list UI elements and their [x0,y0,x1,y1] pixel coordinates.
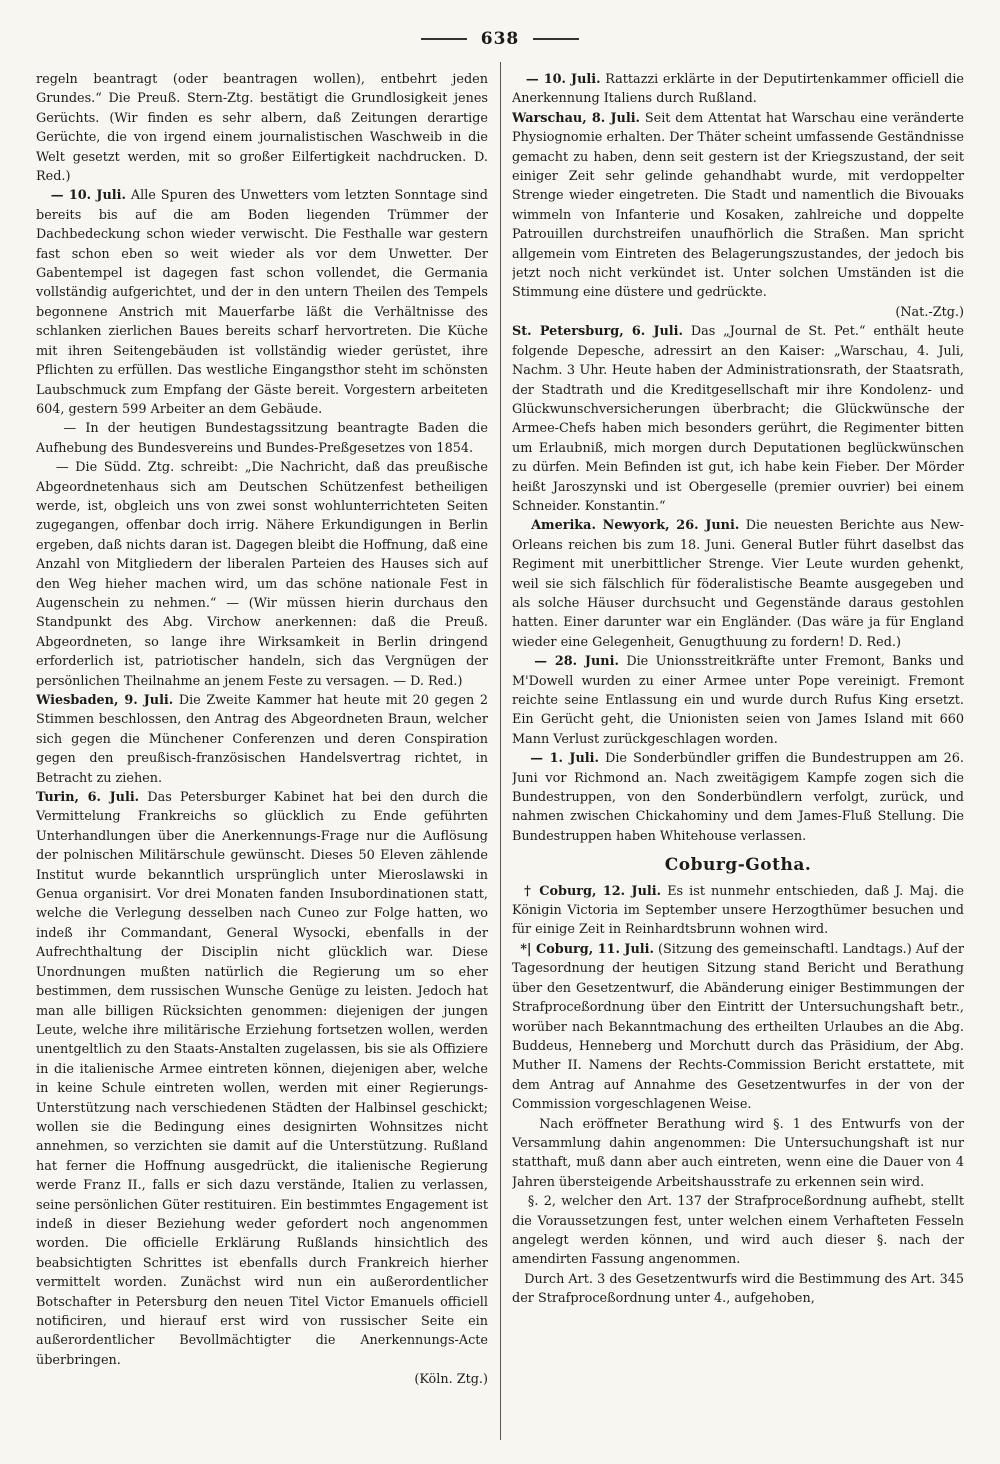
article-paragraph: Amerika. Newyork, 26. Juni. Die neuesten Berichte aus New-Orleans reichen bis zum 18. Juni. General Butler führt daselbst das Regiment mit unerbittlicher Strenge. Vier Leute wurden gehenkt, weil sie sich fälschlich für föderalistische Beamte ausgegeben und als solche Häuser durchsucht und Gegenstände daraus gestohlen hatten. Einer darunter war ein Engländer. (Das wäre ja für England wieder eine Gelegenheit, Genugthuung zu fordern! D. Red.) [512,518,964,650]
article-paragraph: Warschau, 8. Juli. Seit dem Attentat hat Warschau eine veränderte Physiognomie erhalten. Der Thäter scheint umfassende Geständnisse gemacht zu haben, denn seit gestern ist der Kriegszustand, der seit einiger Zeit sehr gelinde gehandhabt wurde, mit verdoppelter Strenge wieder eingetreten. Die Stadt und namentlich die Bivouaks wimmeln von Infanterie und Kosaken, zahlreiche und doppelte Patrouillen durchstreifen unaufhörlich die Straßen. Man spricht allgemein vom Eintreten des Belagerungszustandes, der jedoch bis jetzt noch nicht verkündet ist. Unter solchen Umständen ist die Stimmung eine düstere und gedrückte. (Nat.-Ztg.) [512,109,964,322]
page-number: 638 [480,29,520,49]
dateline: Warschau, 8. Juli. [512,110,641,126]
section-title: Coburg-Gotha. [664,855,812,876]
left-column [36,70,488,1444]
article-paragraph: — 28. Juni. Die Unionsstreitkräfte unter Fremont, Banks und M'Dowell wurden zu einer Armee unter Pope vereinigt. Fremont reichte seine Entlassung ein und wurde durch Rufus King ersetzt. Ein Gerücht geht, die Unionisten seien von James Island mit 660 Mann Verlust zurückgeschlagen worden. [512,654,964,747]
header-rule-left [421,38,467,40]
dateline: † Coburg, 12. Juli. [524,883,662,899]
article-paragraph: — Die Südd. Ztg. schreibt: „Die Nachricht, daß das preußische Abgeordnetenhaus sich am Deutschen Schützenfest betheiligen werde, ist, obgleich uns von zwei sonst wohlunterrichteten Seiten zugegangen, offenbar doch irrig. Nähere Erkundigungen in Berlin ergeben, daß nichts daran ist. Dagegen bleibt die Hoffnung, daß eine Anzahl von Mitgliedern der liberalen Parteien des Hauses sich auf den Weg hieher machen wird, um das schöne nationale Fest in Augenschein zu nehmen.“ — (Wir müssen hierin durchaus den Standpunkt des Abg. Virchow anerkennen: daß die Preuß. Abgeordneten, so lange ihre Wirksamkeit in Berlin dringend erforderlich ist, patriotischer handeln, sich das Vergnügen der persönlichen Theilnahme an jenem Feste zu versagen. — D. Red.) [36,460,488,689]
article-paragraph: — 10. Juli. Alle Spuren des Unwetters vom letzten Sonntage sind bereits bis auf die am Boden liegenden Trümmer der Dachbedeckung schon wieder verwischt. Die Festhalle war gestern fast schon eben so weit wieder als vor dem Unwetter. Der Gabentempel ist dagegen fast schon vollendet, die Germania vollständig aufgerichtet, und der in den untern Theilen des Tempels begonnene Anstrich mit Mauerfarbe läßt die Verhältnisse des schlanken zierlichen Baues bereits scharf hervortreten. Die Küche mit ihren Seitengebäuden ist vollständig wieder gerüstet, ihre Pflichten zu erfüllen. Das westliche Eingangsthor steht im schönsten Laubschmuck zum Empfang der Gäste bereit. Vorgestern arbeiteten 604, gestern 599 Arbeiter an dem Gebäude. [36,188,488,417]
dateline: Wiesbaden, 9. Juli. [36,693,174,708]
article-paragraph: — 10. Juli. Rattazzi erklärte in der Deputirtenkammer officiell die Anerkennung Italiens durch Rußland. [512,72,964,107]
dateline: — 28. Juni. [534,654,619,670]
article-paragraph: regeln beantragt (oder beantragen wollen), entbehrt jeden Grundes.“ Die Preuß. Stern-Ztg. bestätigt die Grundlosigkeit jenes Gerüchts. (Wir finden es sehr albern, daß Zeitungen derartige Gerüchte, die von irgend einem journalistischen Waschweib in die Welt gesetzt werden, mit so großer Eilfertigkeit nachdrucken. D. Red.) [36,72,488,185]
dateline: *| Coburg, 11. Juli. [520,941,654,957]
column-divider [500,62,501,1440]
source-credit: (Nat.-Ztg.) [895,304,964,320]
article-paragraph: §. 2, welcher den Art. 137 der Strafproceßordnung aufhebt, stellt die Voraussetzungen fest, unter welchen einem Verhafteten Fesseln angelegt werden können, und wird auch dieser §. nach der amendirten Fassung angenommen. [512,1194,964,1268]
header-rule-right [533,38,579,40]
dateline: — 1. Juli. [530,751,599,767]
article-paragraph: Nach eröffneter Berathung wird §. 1 des Entwurfs von der Versammlung dahin angenommen: Die Untersuchungshaft ist nur statthaft, muß dann aber auch eintreten, wenn eine die Dauer von 4 Jahren übersteigende Arbeitshausstrafe zu erkennen sein wird. [512,1116,964,1190]
source-credit: (Köln. Ztg.) [414,1372,488,1388]
dateline: St. Petersburg, 6. Juli. [512,324,683,340]
article-paragraph: — In der heutigen Bundestagssitzung beantragte Baden die Aufhebung des Bundesvereins und Bundes-Preßgesetzes von 1854. [36,421,488,456]
article-paragraph: Turin, 6. Juli. Das Petersburger Kabinet hat bei den durch die Vermittelung Frankreichs so glücklich zu Ende geführten Unterhandlungen über die Anerkennungs-Frage nur die Auflösung der polnischen Militärschule gewünscht. Dieses 50 Eleven zählende Institut wurde bekanntlich ursprünglich unter Mieroslawski in Genua organisirt. Vor drei Monaten fanden Insubordinationen statt, welche die Verlegung desselben nach Cuneo zur Folge hatten, wo indeß ihr Commandant, General Wysocki, ebenfalls in der Aufrechthaltung der Disciplin nicht glücklich war. Diese Unordnungen mußten natürlich die Regierung um so eher bestimmen, dem russischen Wunsche Genüge zu leisten. Jedoch hat man alle billigen Rücksichten genommen: diejenigen der jungen Leute, welche ihre militärische Erziehung fortsetzen wollen, werden unentgeltlich zu den Staats-Anstalten zugelassen, bis sie als Offiziere in die italienische Armee eintreten können, diejenigen aber, welche in keine Schule eintreten wollen, werden mit einer Regierungs-Unterstützung nach verschiedenen Städten der Halbinsel geschickt; wollen sie die Bedingung eines designirten Wohnsitzes nicht annehmen, so verzichten sie damit auf die Unterstützung. Rußland hat ferner die Hoffnung ausgedrückt, die italienische Regierung werde Franz II., falls er sich dazu verstände, Italien zu verlassen, seine persönlichen Güter restituiren. Ein bestimmtes Engagement ist indeß in dieser Beziehung weder gefordert noch angenommen worden. Die officielle Erklärung Rußlands hinsichtlich des beabsichtigten Schrittes ist ebenfalls durch Frankreich hierher vermittelt worden. Zunächst wird nun ein außerordentlicher Botschafter in Petersburg den neuen Titel Victor Emanuels officiell notificiren, und hierauf erst wird von russischer Seite ein außerordentlicher Bevollmächtigter die Anerkennungs-Acte überbringen. (Köln. Ztg.) [36,788,488,1390]
article-paragraph: — 1. Juli. Die Sonderbündler griffen die Bundestruppen am 26. Juni vor Richmond an. Nach zweitägigem Kampfe zogen sich die Bundestruppen, von den Sonderbündlern verfolgt, zurück, und nahmen zwischen Chickahominy und dem James-Fluß Stellung. Die Bundestruppen haben Whitehouse verlassen. [512,751,964,844]
article-paragraph: Wiesbaden, 9. Juli. Die Zweite Kammer hat heute mit 20 gegen 2 Stimmen beschlossen, den Antrag des Abgeordneten Braun, welcher sich gegen die Münchener Conferenzen und deren Conspiration gegen den preußisch-französischen Handelsvertrag richtet, in Betracht zu ziehen. [36,693,488,786]
right-column [512,70,964,1444]
article-paragraph: † Coburg, 12. Juli. Es ist nunmehr entschieden, daß J. Maj. die Königin Victoria im September unsere Herzogthümer besuchen und für einige Zeit in Reinhardtsbrunn wohnen wird. [512,883,964,938]
dateline: Amerika. Newyork, 26. Juni. [531,518,740,534]
article-paragraph: *| Coburg, 11. Juli. (Sitzung des gemeinschaftl. Landtags.) Auf der Tagesordnung der heutigen Sitzung stand Bericht und Berathung über den Gesetzentwurf, die Abänderung einiger Bestimmungen der Strafproceßordnung über den Eintritt der Untersuchungshaft betr., worüber nach Bekanntmachung des ertheilten Urlaubes an die Abg. Buddeus, Henneberg und Morchutt durch das Präsidium, der Abg. Muther II. Namens der Rechts-Commission Bericht erstattete, mit dem Antrag auf Annahme des Gesetzentwurfes in der von der Commission vorgeschlagenen Weise. [512,941,964,1113]
article-paragraph: St. Petersburg, 6. Juli. Das „Journal de St. Pet.“ enthält heute folgende Depesche, adressirt an den Kaiser: „Warschau, 4. Juli, Nachm. 3 Uhr. Heute haben der Administrationsrath, der Staatsrath, der Stadtrath und die Kreditgesellschaft mir ihre Kondolenz- und Glückwunschversicherungen überbracht; die Glückwünsche der Armee-Chefs haben mich besonders gerührt, die Regimenter bitten um Erlaubniß, mich morgen durch Deputationen beglückwünschen zu dürfen. Mein Befinden ist gut, ich habe kein Fieber. Der Mörder heißt Jaroszynski und ist Obergeselle (premier ouvrier) bei einem Schneider. Konstantin.“ [512,324,964,514]
page-header [0,26,1000,52]
dateline: — 10. Juli. [50,188,126,204]
dateline: Turin, 6. Juli. [36,790,140,806]
article-paragraph: Durch Art. 3 des Gesetzentwurfs wird die Bestimmung des Art. 345 der Strafproceßordnung unter 4., aufgehoben, [512,1271,964,1307]
dateline: — 10. Juli. [525,72,601,87]
